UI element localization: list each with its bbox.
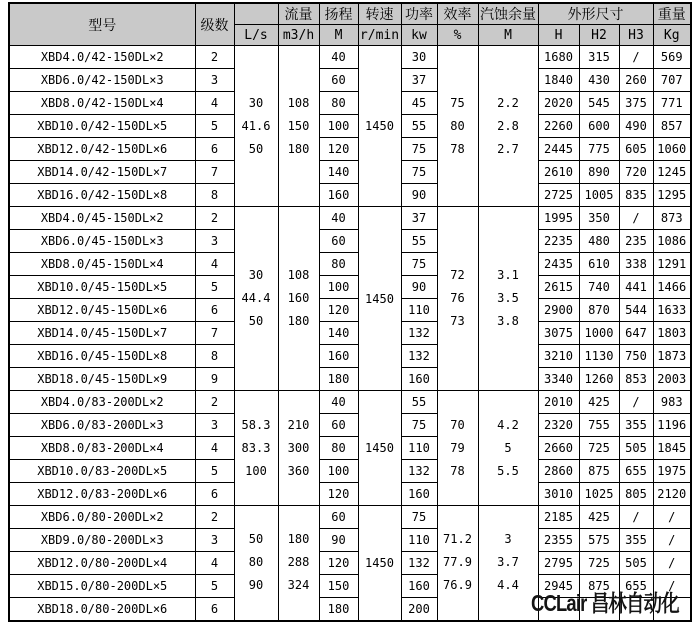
head-cell: 180 — [319, 368, 358, 391]
h2-cell: 425 — [579, 506, 619, 529]
h2-cell: 1130 — [579, 345, 619, 368]
stages-cell: 6 — [195, 483, 234, 506]
h2-cell: 875 — [579, 575, 619, 598]
h-cell: 2945 — [538, 575, 579, 598]
power-cell: 200 — [401, 598, 437, 621]
weight-cell: 1633 — [653, 299, 691, 322]
table-row — [9, 92, 691, 115]
flow-ls-cell: 30 44.4 50 — [234, 207, 278, 391]
h-cell: 1840 — [538, 69, 579, 92]
model-cell: XBD12.0/45-150DL×6 — [9, 299, 195, 322]
watermark-logo: CCLair 昌林自动化 — [531, 590, 679, 616]
h2-cell: 875 — [579, 460, 619, 483]
weight-cell: 2120 — [653, 483, 691, 506]
head-cell: 120 — [319, 483, 358, 506]
table-row — [9, 345, 691, 368]
stages-cell: 5 — [195, 276, 234, 299]
h2-cell: 425 — [579, 391, 619, 414]
unit-header: H2 — [579, 25, 619, 46]
h2-cell: 1005 — [579, 184, 619, 207]
h-cell: 2435 — [538, 253, 579, 276]
power-cell: 75 — [401, 506, 437, 529]
table-row — [9, 184, 691, 207]
power-cell: 110 — [401, 437, 437, 460]
table-row — [9, 483, 691, 506]
table-row — [9, 115, 691, 138]
head-cell: 60 — [319, 414, 358, 437]
h-cell: 2320 — [538, 414, 579, 437]
table-row — [9, 552, 691, 575]
h3-cell: 355 — [619, 529, 653, 552]
model-cell: XBD8.0/83-200DL×4 — [9, 437, 195, 460]
weight-cell: 1845 — [653, 437, 691, 460]
weight-cell: 1086 — [653, 230, 691, 253]
head-cell: 120 — [319, 552, 358, 575]
h3-cell: 235 — [619, 230, 653, 253]
model-cell: XBD4.0/45-150DL×2 — [9, 207, 195, 230]
table-row — [9, 161, 691, 184]
stages-cell: 3 — [195, 529, 234, 552]
table-row — [9, 138, 691, 161]
col-header-dimensions: 外形尺寸 — [538, 3, 653, 25]
head-cell: 40 — [319, 46, 358, 69]
weight-cell: 1295 — [653, 184, 691, 207]
power-cell: 90 — [401, 276, 437, 299]
flow-ls-cell: 58.3 83.3 100 — [234, 391, 278, 506]
h3-cell: 805 — [619, 483, 653, 506]
power-cell: 132 — [401, 345, 437, 368]
power-cell: 55 — [401, 230, 437, 253]
model-cell: XBD10.0/45-150DL×5 — [9, 276, 195, 299]
model-cell: XBD12.0/83-200DL×6 — [9, 483, 195, 506]
power-cell: 75 — [401, 414, 437, 437]
head-cell: 60 — [319, 69, 358, 92]
h-cell: 2260 — [538, 115, 579, 138]
weight-cell: 1196 — [653, 414, 691, 437]
h3-cell: 647 — [619, 322, 653, 345]
model-cell: XBD12.0/42-150DL×6 — [9, 138, 195, 161]
model-cell: XBD14.0/42-150DL×7 — [9, 161, 195, 184]
h-cell: 2610 — [538, 161, 579, 184]
stages-cell: 2 — [195, 46, 234, 69]
h2-cell: 1025 — [579, 483, 619, 506]
unit-header: kw — [401, 25, 437, 46]
weight-cell: 1466 — [653, 276, 691, 299]
head-cell: 140 — [319, 322, 358, 345]
power-cell: 37 — [401, 69, 437, 92]
h3-cell: 490 — [619, 115, 653, 138]
h-cell: 2615 — [538, 276, 579, 299]
weight-cell: 1975 — [653, 460, 691, 483]
col-header-weight: 重量 — [653, 3, 691, 25]
head-cell: 160 — [319, 345, 358, 368]
stages-cell: 2 — [195, 506, 234, 529]
model-cell: XBD16.0/42-150DL×8 — [9, 184, 195, 207]
stages-cell: 4 — [195, 92, 234, 115]
model-cell: XBD9.0/80-200DL×3 — [9, 529, 195, 552]
model-cell: XBD8.0/45-150DL×4 — [9, 253, 195, 276]
col-header-speed: 转速 — [358, 3, 401, 25]
h-cell: 2725 — [538, 184, 579, 207]
h3-cell: 750 — [619, 345, 653, 368]
h2-cell: 480 — [579, 230, 619, 253]
stages-cell: 3 — [195, 230, 234, 253]
model-cell: XBD10.0/83-200DL×5 — [9, 460, 195, 483]
power-cell: 110 — [401, 299, 437, 322]
weight-cell: 857 — [653, 115, 691, 138]
h-cell: 3075 — [538, 322, 579, 345]
weight-cell: / — [653, 506, 691, 529]
col-header-flow: 流量 — [278, 3, 319, 25]
h3-cell: 260 — [619, 69, 653, 92]
header-row-1 — [9, 3, 691, 25]
table-header — [9, 3, 691, 46]
head-cell: 100 — [319, 460, 358, 483]
npsh-cell: 4.2 5 5.5 — [478, 391, 538, 506]
col-header-npsh: 汽蚀余量 — [478, 3, 538, 25]
model-cell: XBD12.0/80-200DL×4 — [9, 552, 195, 575]
weight-cell: 1245 — [653, 161, 691, 184]
weight-cell: 873 — [653, 207, 691, 230]
model-cell: XBD6.0/45-150DL×3 — [9, 230, 195, 253]
power-cell: 37 — [401, 207, 437, 230]
model-cell: XBD6.0/83-200DL×3 — [9, 414, 195, 437]
h2-cell: 890 — [579, 161, 619, 184]
weight-cell: 771 — [653, 92, 691, 115]
model-cell: XBD4.0/83-200DL×2 — [9, 391, 195, 414]
table-row — [9, 460, 691, 483]
model-cell: XBD16.0/45-150DL×8 — [9, 345, 195, 368]
weight-cell: / — [653, 529, 691, 552]
table-row — [9, 391, 691, 414]
flow-m3h-cell: 180 288 324 — [278, 506, 319, 621]
h-cell: 2900 — [538, 299, 579, 322]
power-cell: 55 — [401, 115, 437, 138]
unit-header: M — [319, 25, 358, 46]
weight-cell: / — [653, 575, 691, 598]
table-row — [9, 368, 691, 391]
unit-header: H — [538, 25, 579, 46]
h-cell: 1995 — [538, 207, 579, 230]
h2-cell: 755 — [579, 414, 619, 437]
stages-cell: 5 — [195, 575, 234, 598]
power-cell: 132 — [401, 322, 437, 345]
h-cell: 3340 — [538, 368, 579, 391]
col-header-efficiency: 效率 — [437, 3, 478, 25]
power-cell: 160 — [401, 368, 437, 391]
weight-cell: 2003 — [653, 368, 691, 391]
flow-m3h-cell: 108 160 180 — [278, 207, 319, 391]
speed-cell: 1450 — [358, 391, 401, 506]
weight-cell: 1291 — [653, 253, 691, 276]
flow-m3h-cell: 108 150 180 — [278, 46, 319, 207]
h3-cell: 355 — [619, 414, 653, 437]
h3-cell: / — [619, 506, 653, 529]
speed-cell: 1450 — [358, 506, 401, 621]
h-cell: 3010 — [538, 483, 579, 506]
h-cell: 2235 — [538, 230, 579, 253]
stages-cell: 6 — [195, 299, 234, 322]
table-row — [9, 437, 691, 460]
head-cell: 80 — [319, 92, 358, 115]
h3-cell: 544 — [619, 299, 653, 322]
h-cell: 1680 — [538, 46, 579, 69]
head-cell: 60 — [319, 506, 358, 529]
stages-cell: 8 — [195, 184, 234, 207]
stages-cell: 7 — [195, 322, 234, 345]
unit-header: H3 — [619, 25, 653, 46]
speed-cell: 1450 — [358, 46, 401, 207]
efficiency-cell: 70 79 78 — [437, 391, 478, 506]
head-cell: 60 — [319, 230, 358, 253]
weight-cell: / — [653, 552, 691, 575]
stages-cell: 4 — [195, 253, 234, 276]
h3-cell: 375 — [619, 92, 653, 115]
weight-cell: 983 — [653, 391, 691, 414]
table-row — [9, 276, 691, 299]
power-cell: 75 — [401, 161, 437, 184]
h3-cell: 853 — [619, 368, 653, 391]
h2-cell: 725 — [579, 437, 619, 460]
table-row — [9, 253, 691, 276]
table-row — [9, 322, 691, 345]
head-cell: 40 — [319, 391, 358, 414]
power-cell: 132 — [401, 460, 437, 483]
power-cell: 132 — [401, 552, 437, 575]
efficiency-cell: 71.2 77.9 76.9 — [437, 506, 478, 621]
unit-header: r/min — [358, 25, 401, 46]
stages-cell: 3 — [195, 414, 234, 437]
table-body — [9, 46, 691, 621]
stages-cell: 5 — [195, 460, 234, 483]
head-cell: 150 — [319, 575, 358, 598]
head-cell: 90 — [319, 529, 358, 552]
npsh-cell: 3 3.7 4.4 — [478, 506, 538, 621]
h3-cell: 505 — [619, 552, 653, 575]
head-cell: 120 — [319, 138, 358, 161]
unit-header: m3/h — [278, 25, 319, 46]
head-cell: 140 — [319, 161, 358, 184]
h3-cell: 655 — [619, 460, 653, 483]
power-cell: 30 — [401, 46, 437, 69]
power-cell: 90 — [401, 184, 437, 207]
power-cell: 110 — [401, 529, 437, 552]
weight-cell: 707 — [653, 69, 691, 92]
head-cell: 120 — [319, 299, 358, 322]
h3-cell: 338 — [619, 253, 653, 276]
power-cell: 55 — [401, 391, 437, 414]
h3-cell: 505 — [619, 437, 653, 460]
h3-cell: 720 — [619, 161, 653, 184]
model-cell: XBD4.0/42-150DL×2 — [9, 46, 195, 69]
model-cell: XBD14.0/45-150DL×7 — [9, 322, 195, 345]
head-cell: 80 — [319, 253, 358, 276]
weight-cell: 1803 — [653, 322, 691, 345]
h2-cell: 545 — [579, 92, 619, 115]
h-cell: 2795 — [538, 552, 579, 575]
stages-cell: 4 — [195, 552, 234, 575]
stages-cell: 4 — [195, 437, 234, 460]
head-cell: 100 — [319, 115, 358, 138]
npsh-cell: 3.1 3.5 3.8 — [478, 207, 538, 391]
h3-cell: / — [619, 391, 653, 414]
h-cell: 2010 — [538, 391, 579, 414]
h2-cell: 575 — [579, 529, 619, 552]
h2-cell: 350 — [579, 207, 619, 230]
efficiency-cell: 72 76 73 — [437, 207, 478, 391]
head-cell: 180 — [319, 598, 358, 621]
stages-cell: 8 — [195, 345, 234, 368]
col-header-blank — [234, 3, 278, 25]
stages-cell: 7 — [195, 161, 234, 184]
h-cell: 3210 — [538, 345, 579, 368]
head-cell: 100 — [319, 276, 358, 299]
weight-cell: 1873 — [653, 345, 691, 368]
table-row — [9, 207, 691, 230]
flow-ls-cell: 50 80 90 — [234, 506, 278, 621]
h-cell: 2860 — [538, 460, 579, 483]
unit-header: Kg — [653, 25, 691, 46]
table-row — [9, 506, 691, 529]
h-cell: 2355 — [538, 529, 579, 552]
h3-cell: 655 — [619, 575, 653, 598]
model-cell: XBD6.0/80-200DL×2 — [9, 506, 195, 529]
h2-cell: 610 — [579, 253, 619, 276]
h3-cell: / — [619, 46, 653, 69]
model-cell: XBD18.0/45-150DL×9 — [9, 368, 195, 391]
head-cell: 160 — [319, 184, 358, 207]
model-cell: XBD8.0/42-150DL×4 — [9, 92, 195, 115]
h3-cell: 835 — [619, 184, 653, 207]
h3-cell: 441 — [619, 276, 653, 299]
h2-cell: 1000 — [579, 322, 619, 345]
power-cell: 160 — [401, 575, 437, 598]
weight-cell: 1060 — [653, 138, 691, 161]
stages-cell: 6 — [195, 598, 234, 621]
power-cell: 160 — [401, 483, 437, 506]
table-row — [9, 69, 691, 92]
h2-cell: 1260 — [579, 368, 619, 391]
h-cell: 2445 — [538, 138, 579, 161]
h3-cell: 605 — [619, 138, 653, 161]
power-cell: 75 — [401, 253, 437, 276]
stages-cell: 6 — [195, 138, 234, 161]
h-cell: 2660 — [538, 437, 579, 460]
h2-cell: 740 — [579, 276, 619, 299]
efficiency-cell: 75 80 78 — [437, 46, 478, 207]
power-cell: 75 — [401, 138, 437, 161]
h2-cell: 430 — [579, 69, 619, 92]
head-cell: 40 — [319, 207, 358, 230]
h2-cell: 870 — [579, 299, 619, 322]
model-cell: XBD6.0/42-150DL×3 — [9, 69, 195, 92]
table-row — [9, 299, 691, 322]
h2-cell: 725 — [579, 552, 619, 575]
unit-header: L/s — [234, 25, 278, 46]
h2-cell: 315 — [579, 46, 619, 69]
unit-header: % — [437, 25, 478, 46]
flow-ls-cell: 30 41.6 50 — [234, 46, 278, 207]
stages-cell: 2 — [195, 391, 234, 414]
stages-cell: 5 — [195, 115, 234, 138]
model-cell: XBD18.0/80-200DL×6 — [9, 598, 195, 621]
col-header-power: 功率 — [401, 3, 437, 25]
col-header-model: 型号 — [9, 3, 195, 46]
h2-cell: 775 — [579, 138, 619, 161]
stages-cell: 3 — [195, 69, 234, 92]
pump-spec-table — [8, 2, 692, 622]
h3-cell: / — [619, 207, 653, 230]
h2-cell: 600 — [579, 115, 619, 138]
h-cell: 2185 — [538, 506, 579, 529]
head-cell: 80 — [319, 437, 358, 460]
col-header-head: 扬程 — [319, 3, 358, 25]
table-row — [9, 46, 691, 69]
speed-cell: 1450 — [358, 207, 401, 391]
col-header-stages: 级数 — [195, 3, 234, 46]
table-row — [9, 529, 691, 552]
unit-header: M — [478, 25, 538, 46]
model-cell: XBD15.0/80-200DL×5 — [9, 575, 195, 598]
power-cell: 45 — [401, 92, 437, 115]
stages-cell: 9 — [195, 368, 234, 391]
npsh-cell: 2.2 2.8 2.7 — [478, 46, 538, 207]
model-cell: XBD10.0/42-150DL×5 — [9, 115, 195, 138]
stages-cell: 2 — [195, 207, 234, 230]
flow-m3h-cell: 210 300 360 — [278, 391, 319, 506]
table-row — [9, 414, 691, 437]
table-row — [9, 230, 691, 253]
h-cell: 2020 — [538, 92, 579, 115]
weight-cell: 569 — [653, 46, 691, 69]
